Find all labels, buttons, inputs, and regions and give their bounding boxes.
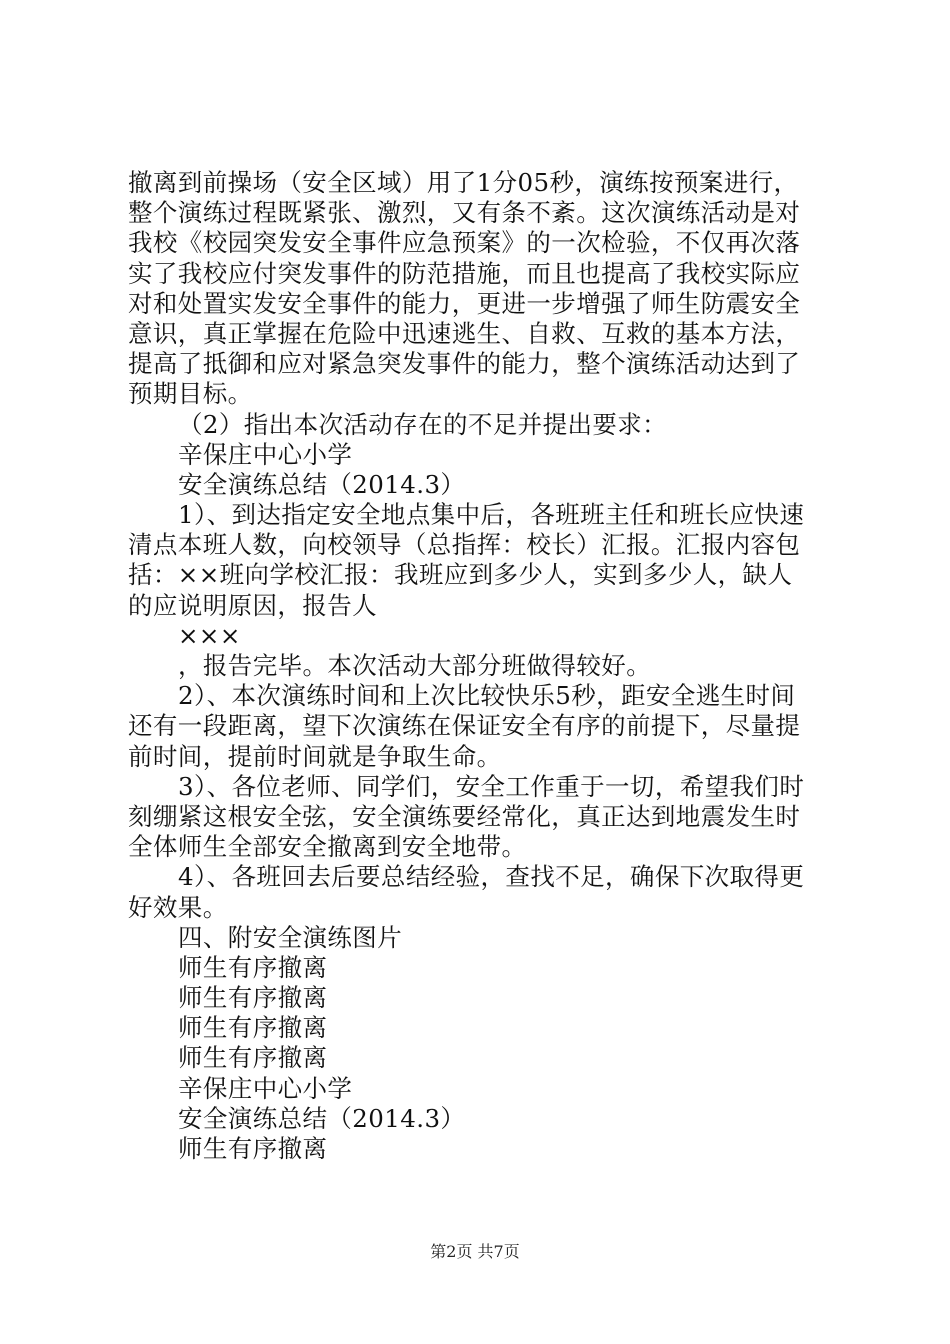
text-line: 刻绷紧这根安全弦，安全演练要经常化，真正达到地震发生时 <box>128 801 801 831</box>
section-heading: （2）指出本次活动存在的不足并提出要求： <box>178 409 668 439</box>
text-line: ，报告完毕。本次活动大部分班做得较好。 <box>178 651 652 680</box>
summary-title: 安全演练总结（2014.3） <box>178 469 466 499</box>
requirement-4-line: 4）、各班回去后要总结经验，查找不足，确保下次取得更 <box>178 862 805 892</box>
text-line: ××× <box>178 620 241 650</box>
image-caption: 师生有序撤离 <box>178 952 328 982</box>
text-line: 对和处置实发安全事件的能力，更进一步增强了师生防震安全 <box>128 288 801 318</box>
text-line: 全体师生全部安全撤离到安全地带。 <box>128 832 527 862</box>
text-line: 清点本班人数，向校领导（总指挥：校长）汇报。汇报内容包 <box>128 530 801 560</box>
text-line: 预期目标。 <box>128 379 253 409</box>
text-line: 还有一段距离，望下次演练在保证安全有序的前提下，尽量提 <box>128 711 801 741</box>
image-caption: 师生有序撤离 <box>178 1013 328 1043</box>
section-heading: 四、附安全演练图片 <box>178 922 403 952</box>
text-line: 撤离到前操场（安全区域）用了1分05秒，演练按预案进行， <box>128 168 799 197</box>
summary-title: 安全演练总结（2014.3） <box>178 1103 466 1133</box>
text-line: 意识，真正掌握在危险中迅速逃生、自救、互救的基本方法， <box>128 318 801 348</box>
text-line: 好效果。 <box>128 892 228 922</box>
requirement-1-line: 1）、到达指定安全地点集中后，各班班主任和班长应快速 <box>178 500 805 530</box>
page-number: 第2页 共7页 <box>430 1242 520 1261</box>
text-line: 提高了抵御和应对紧急突发事件的能力，整个演练活动达到了 <box>128 349 801 379</box>
page-footer <box>0 1239 950 1262</box>
text-line: 我校《校园突发安全事件应急预案》的一次检验，不仅再次落 <box>128 228 801 258</box>
requirement-3-line: 3）、各位老师、同学们，安全工作重于一切，希望我们时 <box>178 771 805 801</box>
text-line: 实了我校应付突发事件的防范措施，而且也提高了我校实际应 <box>128 258 801 288</box>
image-caption: 师生有序撤离 <box>178 1043 328 1073</box>
text-line: 的应说明原因，报告人 <box>128 590 377 620</box>
image-caption: 师生有序撤离 <box>178 1134 328 1163</box>
text-line: 前时间，提前时间就是争取生命。 <box>128 741 502 771</box>
text-line: 括：××班向学校汇报：我班应到多少人，实到多少人，缺人 <box>128 560 793 590</box>
school-name: 辛保庄中心小学 <box>178 439 353 469</box>
school-name: 辛保庄中心小学 <box>178 1073 353 1103</box>
text-line: 整个演练过程既紧张、激烈，又有条不紊。这次演练活动是对 <box>128 198 801 228</box>
document-body <box>128 168 832 1164</box>
image-caption: 师生有序撤离 <box>178 983 328 1013</box>
requirement-2-line: 2）、本次演练时间和上次比较快乐5秒，距安全逃生时间 <box>178 681 796 711</box>
